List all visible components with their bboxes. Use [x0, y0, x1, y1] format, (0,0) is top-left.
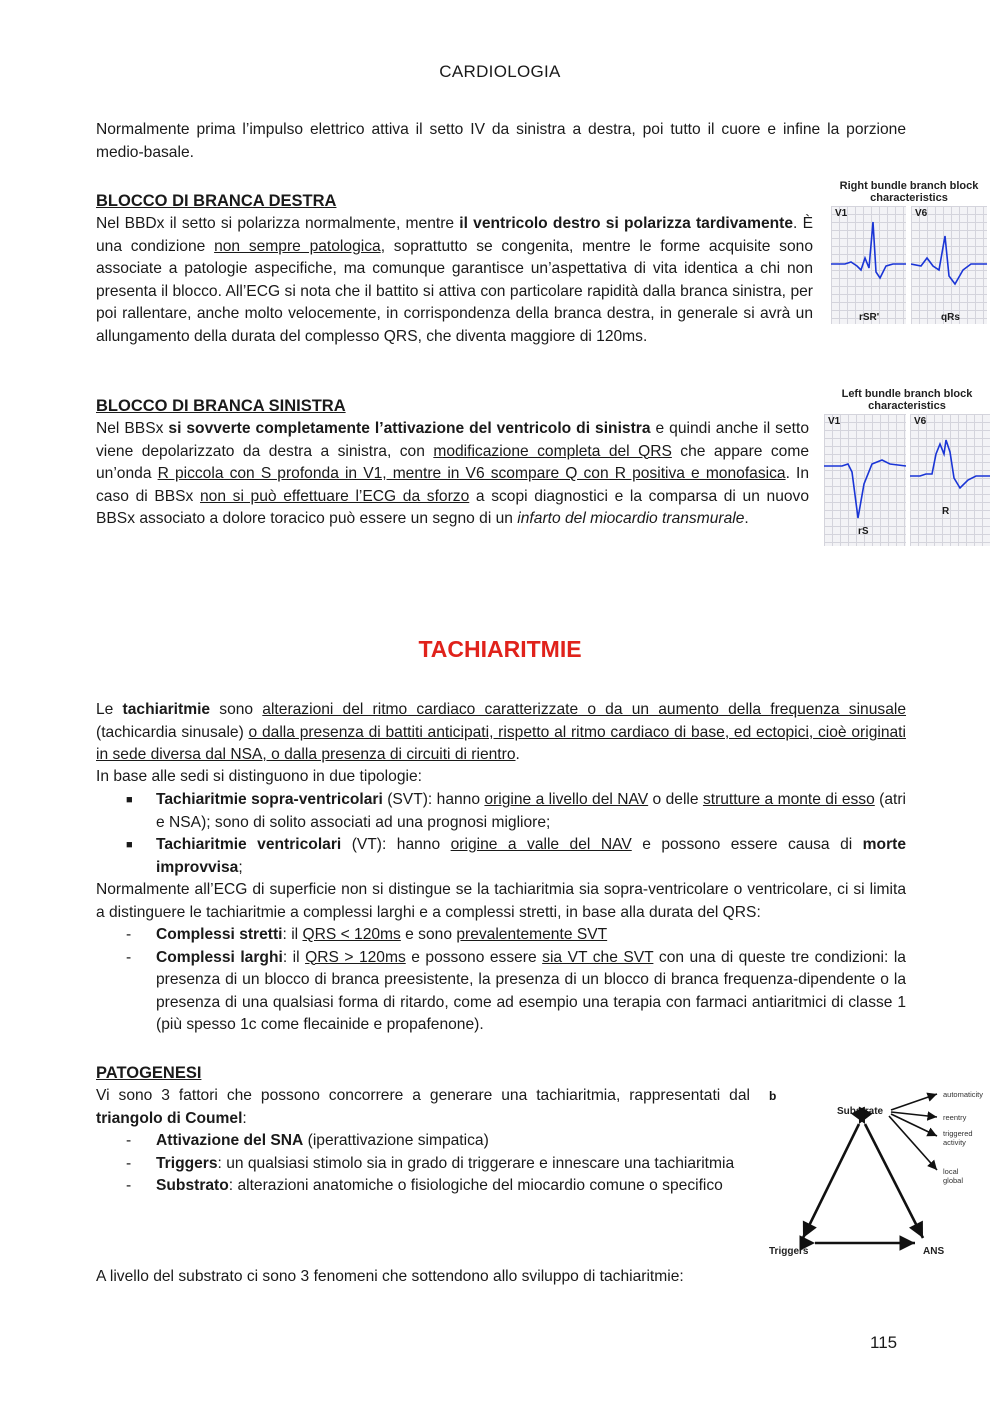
text-run: . — [744, 510, 749, 528]
list-item — [96, 924, 906, 947]
dash-bullet: - — [126, 1154, 132, 1172]
text-run: : il — [282, 948, 306, 966]
square-bullet-icon: ■ — [126, 839, 133, 852]
section-heading-bbsx: BLOCCO DI BRANCA SINISTRA — [96, 397, 346, 415]
tachi-paragraph-3: Normalmente all’ECG di superficie non si distingue se la tachiaritmia sia sopra-ventricolare o ventricolare, ci si limita a distinguere le tachiaritmie a complessi larghi e a complessi stretti, in base alla durata del QRS: — [96, 881, 906, 921]
arrow-automaticity — [891, 1094, 937, 1110]
node-substrate: Substrate — [837, 1106, 884, 1117]
ecg-panel-v1 — [831, 206, 906, 324]
underlined-run: origine a valle del NAV — [450, 836, 632, 854]
text-run: : un qualsiasi stimolo sia in grado di triggerare e innescare una tachiaritmia — [217, 1154, 735, 1172]
dash-bullet: - — [126, 1132, 132, 1149]
text-run: . — [515, 746, 520, 764]
complex-label: qRs — [941, 312, 960, 323]
text-run: . In caso di BBSx — [96, 465, 809, 505]
label-reentry: reentry — [943, 1113, 967, 1122]
label-activity: activity — [943, 1138, 966, 1147]
ecg-title-line: characteristics — [870, 192, 948, 204]
text-run: e sono — [400, 926, 457, 943]
ecg-trace-v6 — [910, 414, 990, 546]
bold-run: il ventricolo destro si polarizza tardivamente — [459, 215, 794, 232]
list-item — [96, 1130, 750, 1153]
bbdx-paragraph — [96, 213, 813, 349]
bold-run: Complessi stretti — [156, 926, 283, 943]
page-number: 115 — [870, 1333, 898, 1352]
text-run: Le — [96, 701, 123, 718]
text-run: (tachicardia sinusale) — [96, 723, 249, 741]
bold-run: Substrato — [156, 1177, 229, 1195]
label-triggered: triggered — [943, 1129, 973, 1138]
underlined-run: strutture a monte di esso — [702, 791, 875, 808]
text-run: (VT): hanno — [341, 836, 451, 854]
section-heading-patogenesi: PATOGENESI — [96, 1064, 202, 1082]
ecg-panel-v1 — [824, 414, 906, 546]
label-global: global — [943, 1176, 964, 1185]
bold-run: morte improvvisa — [156, 836, 906, 876]
coumel-triangle-diagram — [765, 1082, 1000, 1262]
text-run: e possono essere causa di — [631, 836, 863, 854]
ecg-trace-v6 — [911, 206, 987, 324]
page-header: CARDIOLOGIA — [439, 62, 561, 81]
italic-run: infarto del miocardio transmurale — [517, 510, 745, 528]
ecg-title-line: characteristics — [868, 400, 946, 412]
text-run: : — [242, 1109, 247, 1127]
ecg-figure-right-bundle — [831, 180, 987, 326]
ecg-trace-v1 — [831, 206, 906, 324]
text-run: Nel BBDx il setto si polarizza normalmente, mentre — [96, 215, 460, 232]
text-run: (SVT): hanno — [382, 791, 485, 808]
edge-substrate-triggers — [803, 1124, 859, 1238]
list-item — [96, 947, 906, 1037]
text-run: ; — [238, 858, 243, 876]
underlined-run: alterazioni del ritmo cardiaco caratterizzate o da un aumento della frequenza sinusale — [262, 701, 907, 718]
text-run: , soprattutto se congenita, mentre le forme acquisite sono associate a patologie aspecifiche, ma comunque garantisce un’aspettativa di vita identica a chi non presenta il blocco. All’ECG si nota che il battito si attiva con particolare rapidità dalla branca sinistra, per poi rallentare, anche molto velocemente, in corrispondenza della branca destra, in generale si avrà un allungamento della durata del complesso QRS, che diventa maggiore di 120ms. — [96, 237, 813, 345]
bold-run: triangolo di Coumel — [96, 1109, 243, 1127]
complex-label: rS — [858, 526, 869, 537]
complex-list — [96, 924, 906, 1037]
bbsx-paragraph — [96, 418, 809, 531]
bold-run: Tachiaritmie ventricolari — [156, 836, 342, 854]
list-item — [96, 834, 906, 879]
bold-run: Attivazione del SNA — [156, 1132, 304, 1149]
text-run: e possono essere — [405, 948, 543, 966]
text-run: che appare come un’onda — [96, 442, 809, 483]
ecg-title-line: Right bundle branch block — [839, 180, 979, 192]
label-automaticity: automaticity — [943, 1090, 984, 1099]
underlined-run: modificazione completa del QRS — [433, 442, 672, 460]
ecg-panel-v6 — [910, 414, 990, 546]
lead-label: V1 — [828, 416, 841, 427]
text-run: o delle — [648, 791, 703, 808]
complex-label: R — [942, 506, 950, 517]
text-run: (atri e NSA); sono di solito associati ad una prognosi migliore; — [156, 791, 907, 831]
text-run: (iperattivazione simpatica) — [303, 1132, 489, 1149]
dash-bullet: - — [126, 1177, 132, 1195]
tachi-paragraph-1 — [96, 699, 906, 767]
text-run: a scopi diagnostici e la comparsa di un nuovo BBSx associato a dolore toracico può essere un segno di un — [96, 487, 810, 528]
underlined-run: non sempre patologica — [214, 237, 381, 255]
text-run: : il — [282, 926, 303, 943]
node-ans: ANS — [923, 1246, 945, 1257]
list-item — [96, 1153, 750, 1176]
lead-label: V6 — [914, 416, 927, 427]
tachi-type-list — [96, 789, 906, 879]
bold-run: Tachiaritmie sopra-ventricolari — [156, 791, 383, 808]
underlined-run: prevalentemente SVT — [456, 926, 608, 943]
section-title-tachiaritmie: TACHIARITMIE — [418, 636, 582, 662]
bold-run: si sovverte completamente l’attivazione del ventricolo di sinistra — [168, 420, 651, 437]
text-run: : alterazioni anatomiche o fisiologiche del miocardio comune o specifico — [228, 1177, 723, 1195]
ecg-title — [824, 388, 990, 412]
text-run: Vi sono 3 fattori che possono concorrere a generare una tachiaritmia, rappresentati dal — [96, 1087, 750, 1104]
section-heading-bbdx: BLOCCO DI BRANCA DESTRA — [96, 192, 337, 210]
bold-run: Complessi larghi — [156, 948, 283, 966]
intro-paragraph: Normalmente prima l’impulso elettrico attiva il setto IV da sinistra a destra, poi tutto il cuore e infine la porzione medio-basale. — [96, 121, 906, 161]
coumel-factors-list — [96, 1130, 750, 1198]
text-run: Nel BBSx — [96, 420, 169, 437]
panel-label: b — [769, 1089, 777, 1103]
label-local: local — [943, 1167, 959, 1176]
ecg-figure-left-bundle — [824, 388, 990, 548]
underlined-run: sia VT che SVT — [542, 948, 654, 966]
underlined-run: origine a livello del NAV — [484, 791, 649, 808]
ecg-title — [831, 180, 987, 204]
text-run: e quindi anche il setto viene depolarizzato da destra a sinistra, con — [96, 420, 809, 460]
ecg-panel-v6 — [911, 206, 987, 324]
complex-label: rSR' — [859, 312, 880, 323]
node-triggers: Triggers — [769, 1246, 809, 1257]
edge-substrate-ans — [865, 1124, 923, 1238]
underlined-run: QRS > 120ms — [305, 948, 406, 966]
underlined-run: non si può effettuare l’ECG da sforzo — [200, 487, 470, 505]
lead-label: V6 — [915, 208, 928, 219]
text-run: con una di queste tre condizioni: la presenza di un blocco di branca preesistente, la presenza di un blocco di branca frequenza-dipendente o la presenza di una qualsiasi forma di ritardo, come ad esempio una terapia con farmaci antiaritmici di classe 1 (più spesso 1c come flecainide e propafenone). — [156, 948, 906, 1034]
tachi-paragraph-2: In base alle sedi si distinguono in due tipologie: — [96, 768, 422, 785]
bold-run: Triggers — [156, 1154, 218, 1172]
lead-label: V1 — [835, 208, 848, 219]
arrow-reentry — [891, 1112, 937, 1117]
list-item — [96, 789, 906, 834]
text-run: . È una condizione — [96, 215, 813, 255]
patogenesi-last-line: A livello del substrato ci sono 3 fenomeni che sottendono allo sviluppo di tachiaritmie: — [96, 1268, 684, 1285]
dash-bullet: - — [126, 948, 132, 966]
square-bullet-icon: ■ — [126, 794, 133, 806]
dash-bullet: - — [126, 926, 132, 943]
underlined-run: QRS < 120ms — [302, 926, 401, 943]
patogenesi-paragraph — [96, 1085, 750, 1130]
ecg-title-line: Left bundle branch block — [841, 388, 973, 400]
underlined-run: R piccola con S profonda in V1, mentre in V6 scompare Q con R positiva e monofasica — [157, 465, 786, 483]
bold-run: tachiaritmie — [122, 701, 211, 718]
list-item — [96, 1175, 750, 1198]
underlined-run: o dalla presenza di battiti anticipati, rispetto al ritmo cardiaco di base, ed ectopici, cioè originati in sede diversa dal NSA, o dalla presenza di circuiti di rientro — [96, 723, 906, 764]
text-run: sono — [210, 701, 263, 718]
